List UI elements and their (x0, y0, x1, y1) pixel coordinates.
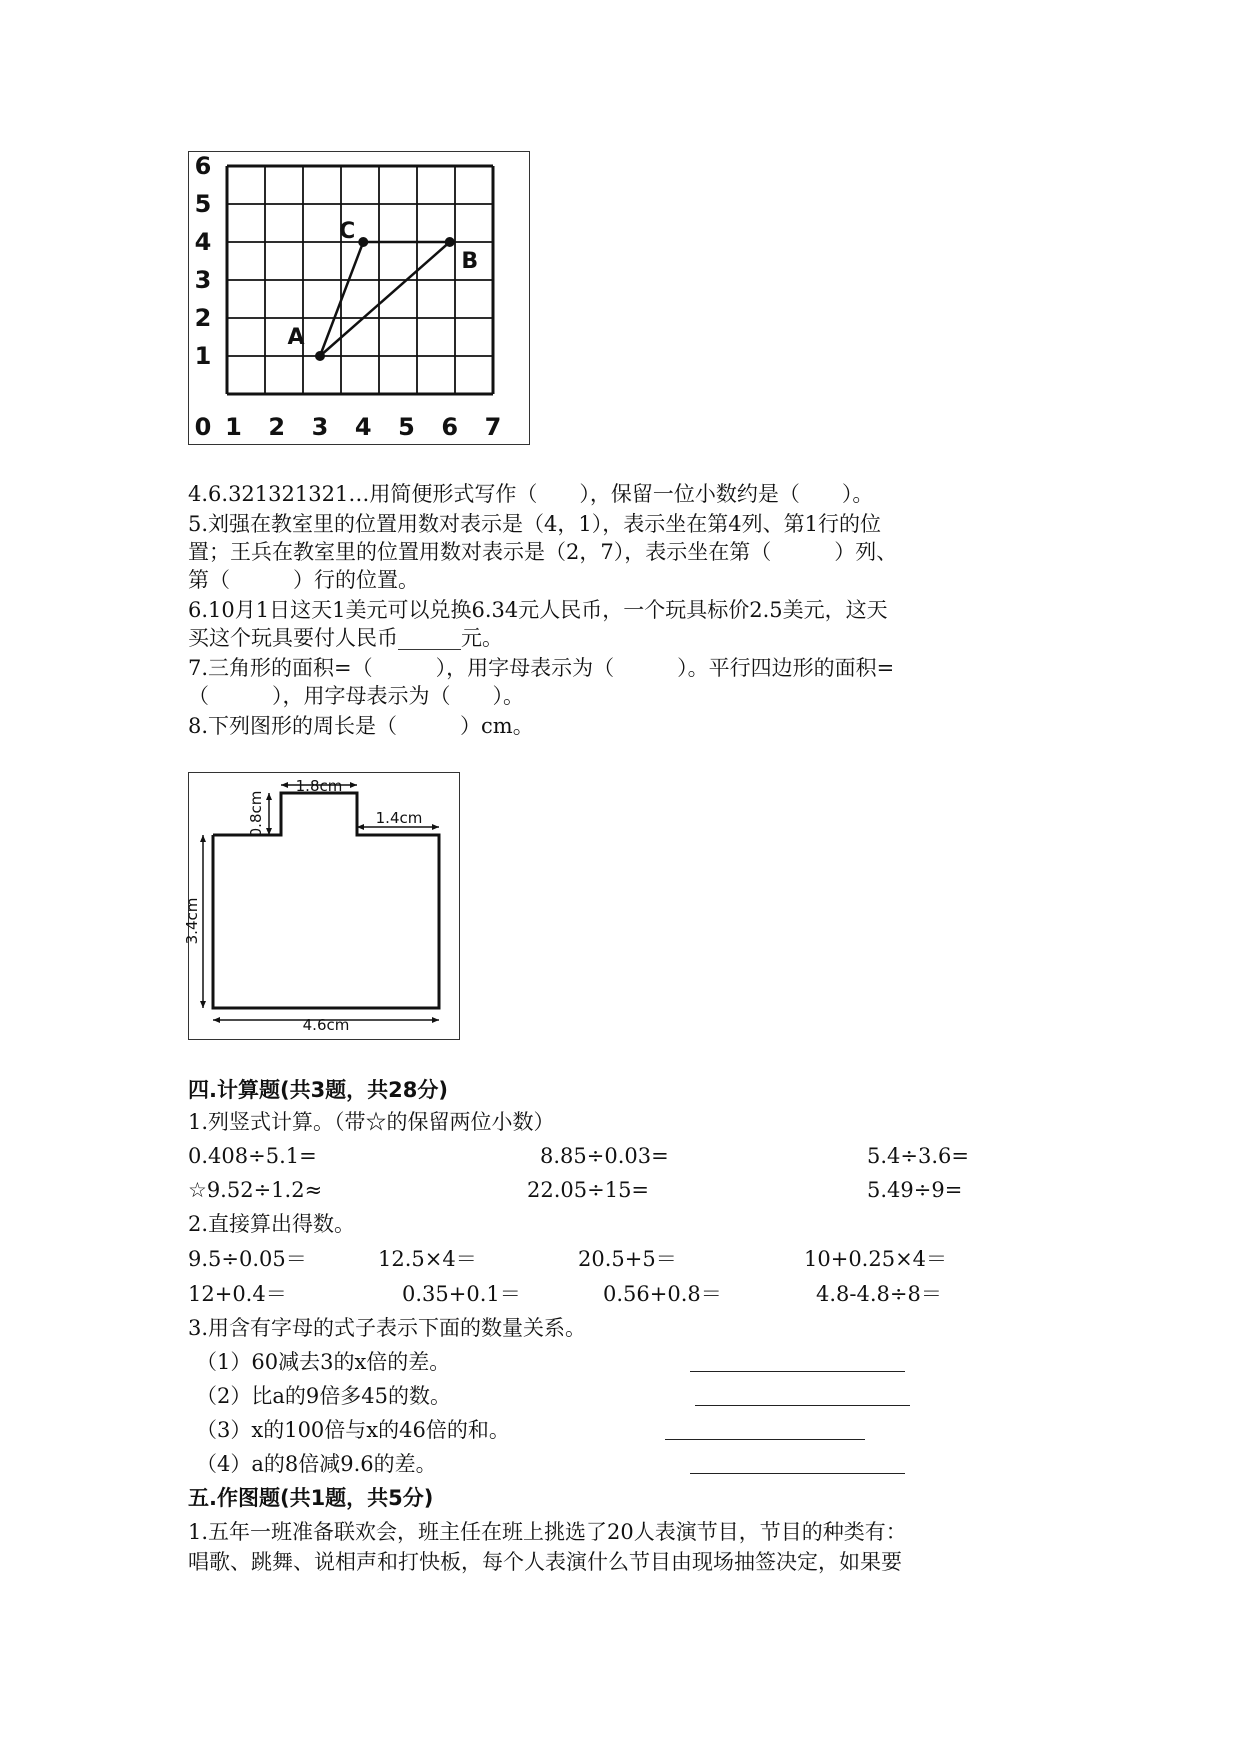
question-5-line-2: 置；王兵在教室里的位置用数对表示是（2，7），表示坐在第（ ）列、 (188, 540, 898, 564)
shape-figure (183, 772, 460, 1040)
x-tick-label: 4 (354, 413, 372, 441)
x-tick-label: 6 (441, 413, 459, 441)
y-tick-label: 3 (194, 266, 212, 294)
question-7-line-2: （ ），用字母表示为（ ）。 (188, 684, 524, 708)
arrow-head (200, 1001, 206, 1008)
y-tick-label: 5 (194, 190, 212, 218)
height-label: 3.4cm (183, 897, 201, 945)
answer-blank[interactable] (665, 1438, 865, 1440)
calc-item: 5.49÷9= (867, 1178, 963, 1202)
point-b (445, 237, 455, 247)
question-4: 4.6.321321321…用简便形式写作（ ），保留一位小数约是（ ）。 (188, 482, 874, 506)
right-step-label: 1.4cm (375, 809, 423, 827)
s4-question-1: 1.列竖式计算。（带☆的保留两位小数） (188, 1110, 555, 1134)
x-tick-label: 7 (484, 413, 502, 441)
x-tick-label: 5 (398, 413, 415, 441)
oral-calc-item: 4.8-4.8÷8＝ (816, 1282, 942, 1306)
calc-item: 5.4÷3.6= (867, 1144, 969, 1168)
arrow-head (200, 835, 206, 842)
answer-blank[interactable] (690, 1472, 905, 1474)
top-width-label: 1.8cm (295, 777, 343, 795)
oral-calc-item: 12+0.4＝ (188, 1282, 287, 1306)
y-tick-label: 1 (194, 342, 212, 370)
point-label: A (287, 325, 305, 350)
step-height-label: 0.8cm (247, 790, 265, 838)
arrow-head (266, 793, 272, 800)
oral-calc-item: 0.56+0.8＝ (603, 1282, 722, 1306)
x-tick-label: 1 (225, 413, 242, 441)
s4-question-3: 3.用含有字母的式子表示下面的数量关系。 (188, 1316, 587, 1340)
arrow-head (350, 782, 357, 788)
point-a (315, 351, 325, 361)
grid-svg (189, 152, 529, 444)
expression-item: （2）比a的9倍多45的数。 (196, 1384, 451, 1408)
question-8: 8.下列图形的周长是（ ）cm。 (188, 714, 534, 738)
x-tick-label: 2 (268, 413, 286, 441)
calc-item: 22.05÷15= (527, 1178, 650, 1202)
calc-item: 0.408÷5.1= (188, 1144, 317, 1168)
s4-question-2: 2.直接算出得数。 (188, 1212, 356, 1236)
question-7-line-1: 7.三角形的面积=（ ），用字母表示为（ ）。平行四边形的面积= (188, 656, 895, 680)
expression-item: （3）x的100倍与x的46倍的和。 (196, 1418, 510, 1442)
question-6-line-1: 6.10月1日这天1美元可以兑换6.34元人民币，一个玩具标价2.5美元，这天 (188, 598, 888, 622)
calc-item: ☆9.52÷1.2≈ (188, 1178, 323, 1202)
oral-calc-item: 0.35+0.1＝ (402, 1282, 521, 1306)
shape-svg (183, 773, 459, 1039)
arrow-head (281, 782, 288, 788)
triangle-abc (320, 242, 450, 356)
grid-figure (188, 151, 530, 445)
answer-blank[interactable] (690, 1370, 905, 1372)
section-4-title: 四.计算题(共3题，共28分) (188, 1078, 449, 1102)
point-label: B (461, 249, 479, 274)
x-tick-label: 3 (311, 413, 329, 441)
y-tick-label: 4 (194, 228, 212, 256)
section-5-title: 五.作图题(共1题，共5分) (188, 1486, 434, 1510)
question-6-line-2: 买这个玩具要付人民币______元。 (188, 626, 503, 650)
question-5-line-1: 5.刘强在教室里的位置用数对表示是（4，1），表示坐在第4列、第1行的位 (188, 512, 881, 536)
point-label: C (339, 219, 356, 244)
x-tick-label: 0 (194, 413, 212, 441)
answer-blank[interactable] (695, 1404, 910, 1406)
point-c (358, 237, 368, 247)
oral-calc-item: 10+0.25×4＝ (804, 1247, 948, 1271)
y-tick-label: 2 (194, 304, 212, 332)
expression-item: （4）a的8倍减9.6的差。 (196, 1452, 437, 1476)
s5-question-1-line-2: 唱歌、跳舞、说相声和打快板，每个人表演什么节目由现场抽签决定，如果要 (188, 1550, 902, 1574)
s5-question-1-line-1: 1.五年一班准备联欢会，班主任在班上挑选了20人表演节目，节目的种类有： (188, 1520, 907, 1544)
oral-calc-item: 20.5+5＝ (578, 1247, 677, 1271)
oral-calc-item: 9.5÷0.05＝ (188, 1247, 307, 1271)
question-5-line-3: 第（ ）行的位置。 (188, 568, 419, 592)
arrow-head (432, 1017, 439, 1023)
bottom-width-label: 4.6cm (302, 1016, 350, 1034)
calc-item: 8.85÷0.03= (540, 1144, 669, 1168)
arrow-head (213, 1017, 220, 1023)
y-tick-label: 6 (194, 152, 212, 180)
arrow-head (432, 824, 439, 830)
expression-item: （1）60减去3的x倍的差。 (196, 1350, 451, 1374)
oral-calc-item: 12.5×4＝ (378, 1247, 477, 1271)
